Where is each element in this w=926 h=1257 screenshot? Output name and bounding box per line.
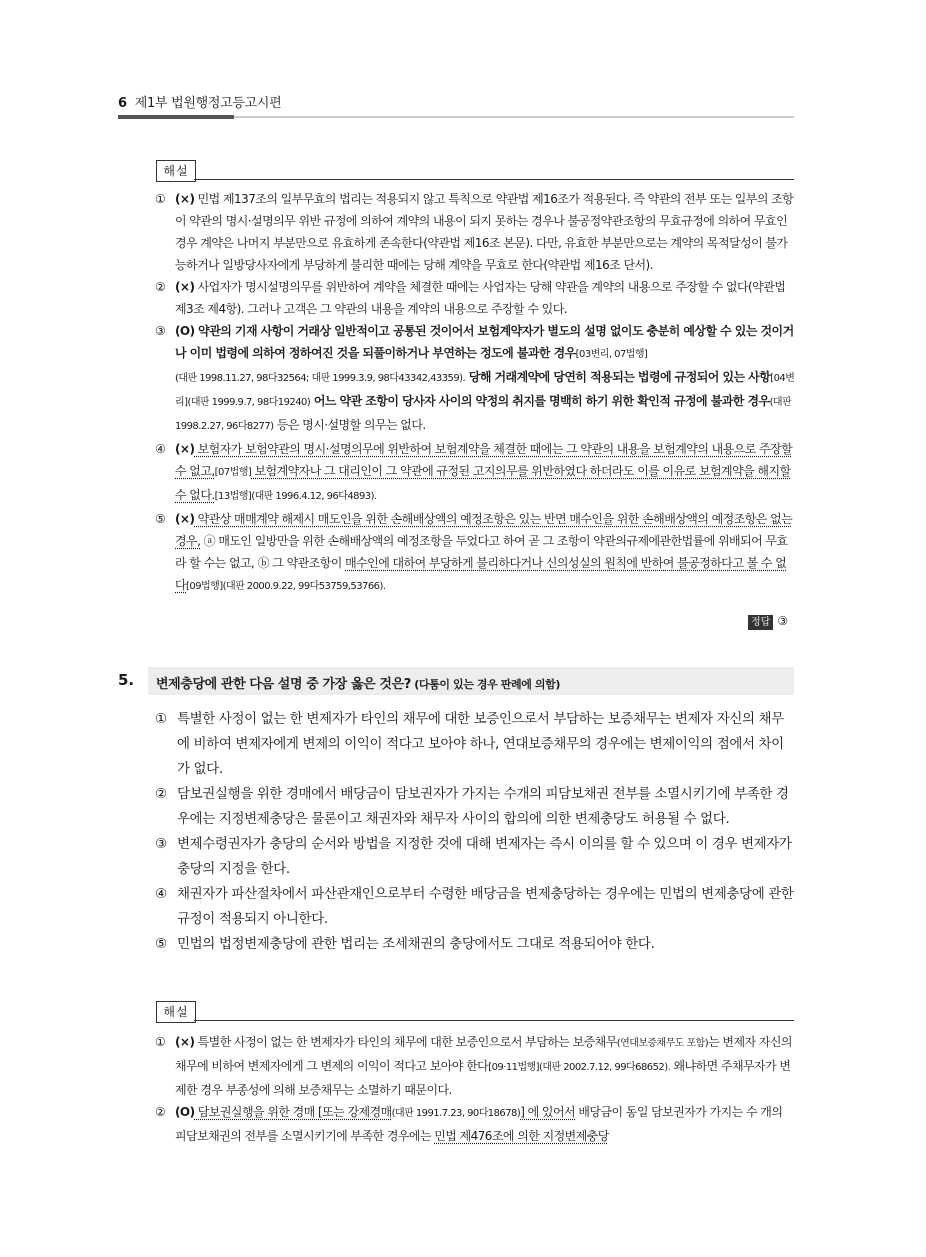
item-mark: ① xyxy=(155,192,166,206)
answer-value: ③ xyxy=(777,614,789,628)
note: (연대보증채무도 포함) xyxy=(616,1038,709,1049)
item-text: 사업자가 명시설명의무를 위반하여 계약을 체결한 때에는 사업자는 당해 약관을 계약의 내용으로 주장할 수 없다(약관법 제3조 제4항). 그러나 고객은 그 약관의 내용을 계약의 내용으로 주장할 수 있다. xyxy=(175,280,786,316)
explanation-2 xyxy=(155,1031,795,1147)
item-text-bold: 당해 거래계약에 당연히 적용되는 법령에 규정되어 있는 사항 xyxy=(465,370,771,384)
item-text: 그 약관조항이 xyxy=(269,556,346,570)
verdict: (×) xyxy=(175,280,195,294)
option-2[interactable] xyxy=(155,782,795,832)
option-text: 민법의 법정변제충당에 관한 법리는 조세채권의 충당에서도 그대로 적용되어야 한다. xyxy=(177,936,655,952)
answer-tag: 정답 xyxy=(748,615,773,630)
question-note: (다툼이 있는 경우 판례에 의함) xyxy=(410,678,560,691)
item-text: 배당금이 동일 담보권자가 가지는 수 개의 피담보채권의 전부를 소멸시키기에 부족한 경우에는 xyxy=(175,1105,783,1143)
item-text-underlined: 담보권실행을 위한 경매 [또는 강제경매 xyxy=(194,1105,392,1119)
verdict: (×) xyxy=(175,442,195,456)
explanation-item-5 xyxy=(155,508,795,598)
verdict: (×) xyxy=(175,512,195,526)
exam-ref: [09·11법행] xyxy=(488,1062,540,1073)
option-text: 변제수령권자가 충당의 순서와 방법을 지정한 것에 대해 변제자는 즉시 이의를 할 수 있으며 이 경우 변제자가 충당의 지정을 한다. xyxy=(177,836,792,877)
option-3[interactable] xyxy=(155,832,795,882)
item-text: 매도인 일방만을 위한 손해배상액의 예정조항을 두었다고 하여 곧 그 조항이 약관의규제에관한법률에 위배되어 무효라 할 수는 없고, xyxy=(175,534,788,570)
question-number: 5. xyxy=(118,671,135,689)
item-text-bold: 어느 약관 조항이 당사자 사이의 약정의 취지를 명백히 하기 위한 확인적 규정에 불과한 경우 xyxy=(310,394,770,408)
option-mark: ③ xyxy=(155,836,167,852)
verdict: (×) xyxy=(175,1035,195,1049)
citation: (대판 1998.11.27, 98다32564; 대판 1999.3.9, 98다43342,43359). xyxy=(175,373,466,384)
citation: (대판 1996.4.12, 96다4893). xyxy=(251,491,377,502)
item-mark: ③ xyxy=(155,324,166,338)
item-mark: ⑤ xyxy=(155,512,166,526)
item-text: 민법 제137조의 일부무효의 법리는 적용되지 않고 특칙으로 약관법 제16조가 적용된다. 즉 약관의 전부 또는 일부의 조항이 약관의 명시·설명의무 위반 규정에 의하여 계약의 내용이 되지 못하는 경우나 불공정약관조항의 무효규정에 의하여 무효인 경우 계약은 나머지 부분만으로 유효하게 존속한다(약관법 제16조 본문). 다만, 유효한 부분만으로는 계약의 목적달성이 불가능하거나 일방당사자에게 부당하게 불리한 때에는 당해 계약을 무효로 한다(약관법 제16조 단서). xyxy=(175,192,794,272)
item-text: 왜냐하면 주채무자가 변제한 경우 부종성에 의해 보증채무는 소멸하기 때문이다. xyxy=(175,1059,791,1097)
header-rule-accent xyxy=(118,115,234,119)
section-title: 제1부 법원행정고등고시편 xyxy=(134,96,282,111)
item-text-underlined: 보험계약자나 그 대리인이 그 약관에 규정된 고지의무를 위반하였다 하더라도 이를 이유로 보험계약을 해지할 수 없다. xyxy=(175,464,791,502)
option-text: 특별한 사정이 없는 한 변제자가 타인의 채무에 대한 보증인으로서 부담하는 보증채무는 변제자 자신의 채무에 비하여 변제자에게 변제의 이익이 적다고 보아야 하나, 연대보증채무의 경우에는 변제이익의 점에서 차이가 없다. xyxy=(177,711,784,777)
item-text-underlined: 약관상 매매계약 해제시 매도인을 위한 손해배상액의 예정조항은 있는 반면 매수인을 위한 손해배상액의 예정조항은 없는 경우, xyxy=(175,512,793,548)
item-text-underlined: 보험자가 보험약관의 명시·설명의무에 위반하여 보험계약을 체결한 때에는 그 약관의 내용을 보험계약의 내용으로 주장할 수 없고, xyxy=(175,442,793,478)
citation: (대판 1999.9.7, 98다19240) xyxy=(187,397,311,408)
exam-ref: [04변리] xyxy=(175,373,795,408)
item-mark: ② xyxy=(155,280,166,294)
sub-mark-a: ⓐ xyxy=(200,534,216,548)
item-text: 특별한 사정이 없는 한 변제자가 타인의 채무에 대한 보증인으로서 부담하는 보증채무 xyxy=(194,1035,617,1049)
option-mark: ⑤ xyxy=(155,936,167,952)
item-mark: ① xyxy=(155,1035,166,1049)
page-number: 6 xyxy=(118,96,127,111)
verdict: (O) xyxy=(175,324,195,338)
citation: (대판 1998.2.27, 96다8277) xyxy=(175,397,792,432)
explanation-label: 해설 xyxy=(156,160,196,182)
item-text-underlined: 매수인에 대하여 부당하게 불리하다거나 신의성실의 원칙에 반하여 불공정하다고 볼 수 없다 xyxy=(175,556,787,592)
verdict: (O) xyxy=(175,1105,195,1119)
option-mark: ① xyxy=(155,711,167,727)
item-mark: ② xyxy=(155,1105,166,1119)
explanation-item-3 xyxy=(155,320,795,438)
question-options xyxy=(155,707,795,957)
option-mark: ④ xyxy=(155,886,167,902)
option-5[interactable] xyxy=(155,932,795,957)
option-4[interactable] xyxy=(155,882,795,932)
explanation-rule xyxy=(194,1020,794,1021)
item-text-underlined: 민법 제476조에 의한 지정변제충당 xyxy=(434,1129,609,1143)
item-text-underlined: ] 에 있어서 xyxy=(520,1105,576,1119)
exam-ref: [07법행] xyxy=(214,467,252,478)
page-header xyxy=(118,92,281,111)
option-1[interactable] xyxy=(155,707,795,782)
citation: (대판 1991.7.23, 90다18678) xyxy=(391,1108,521,1119)
option-text: 담보권실행을 위한 경매에서 배당금이 담보권자가 가지는 수개의 피담보채권 전부를 소멸시키기에 부족한 경우에는 지정변제충당은 물론이고 채권자와 채무자 사이의 합의에 의한 변제충당도 허용될 수 없다. xyxy=(177,786,789,827)
item-text-bold: 약관의 기재 사항이 거래상 일반적이고 공통된 것이어서 보험계약자가 별도의 설명 없이도 충분히 예상할 수 있는 것이거나 이미 법령에 의하여 정하여진 것을 되풀이하거나 부연하는 정도에 불과한 경우 xyxy=(175,324,794,360)
item-text: 등은 명시·설명할 의무는 없다. xyxy=(273,418,426,432)
option-mark: ② xyxy=(155,786,167,802)
explanation-item-1 xyxy=(155,188,795,276)
sub-mark-b: ⓑ xyxy=(254,556,270,570)
verdict: (×) xyxy=(175,192,195,206)
question-stem: 변제충당에 관한 다음 설명 중 가장 옳은 것은? xyxy=(156,677,411,692)
item-text: 는 변제자 자신의 채무에 비하여 변제자에게 그 변제의 이익이 적다고 보아야 한다 xyxy=(175,1035,792,1073)
citation: (대판 2002.7.12, 99다68652). xyxy=(539,1062,671,1073)
option-text: 채권자가 파산절차에서 파산관재인으로부터 수령한 배당금을 변제충당하는 경우에는 민법의 변제충당에 관한 규정이 적용되지 아니한다. xyxy=(177,886,794,927)
explanation-item-2 xyxy=(155,276,795,320)
explanation-label: 해설 xyxy=(156,1001,196,1023)
explanation-item-4 xyxy=(155,438,795,508)
exam-ref: [09법행] xyxy=(186,581,223,592)
answer-line xyxy=(748,614,788,630)
explanation-item-1 xyxy=(155,1031,795,1101)
question-text xyxy=(156,673,560,692)
explanation-rule xyxy=(194,179,794,180)
item-mark: ④ xyxy=(155,442,166,456)
exam-ref: [13법행] xyxy=(214,491,252,502)
explanation-item-2 xyxy=(155,1101,795,1147)
exam-ref: [03변리, 07법행] xyxy=(575,349,648,360)
explanation-1 xyxy=(155,188,795,598)
citation: (대판 2000.9.22, 99다53759,53766). xyxy=(222,581,386,592)
